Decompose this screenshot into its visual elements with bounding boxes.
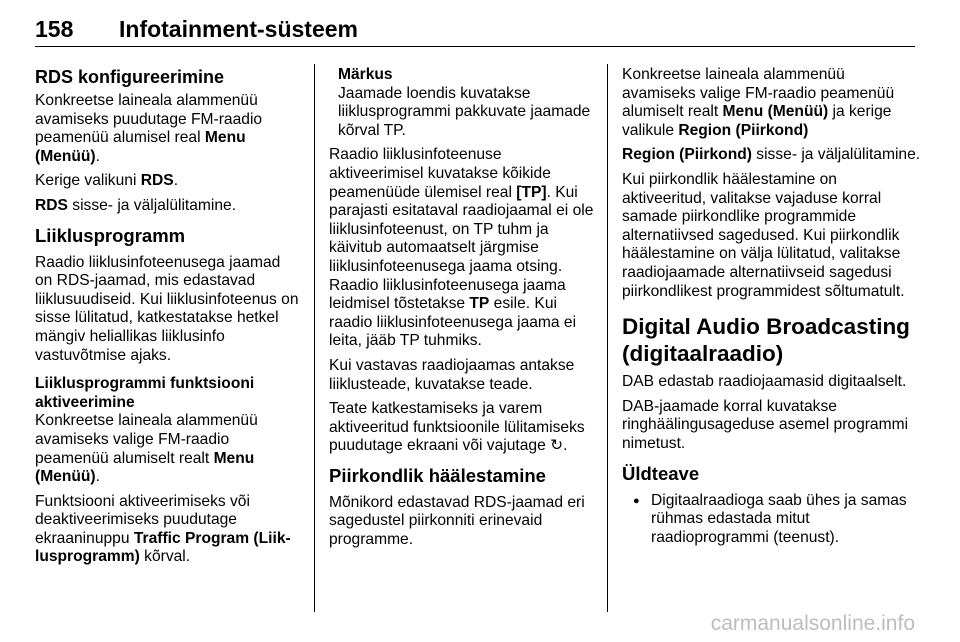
watermark: carmanualsonline.info xyxy=(710,612,915,635)
page-title: Infotainment-süsteem xyxy=(119,16,358,42)
column-divider xyxy=(314,64,315,612)
paragraph: Kui piirkondlik häälestamine on aktiveeritud, valitakse vajaduse korral samade piirkondlike programmide alternatiivsed sagedused. Kui piirkondlik häälestamine on välja lülitatud, valitakse raadiojaamade alternatiivseid sagedusi piirkondlikest programmidest sõltumatult. xyxy=(622,170,905,300)
bullet-list xyxy=(622,492,922,548)
note-title: Märkus xyxy=(338,66,393,83)
paragraph: Teate katkestamiseks ja varem aktiveeritud funktsioonile lülitamiseks puudutage ekraani või vajutage ↻. xyxy=(329,400,585,455)
paragraph: Konkreetse laineala alammenüü avamiseks valige FM-raadio peamenüü alumiselt realt Menu (Menüü). xyxy=(35,412,258,486)
column-divider xyxy=(607,64,608,612)
section-heading-regional: Piirkondlik häälestamine xyxy=(329,464,546,486)
paragraph: RDS sisse- ja väljalülitamine. xyxy=(35,196,237,214)
section-heading-dab: Digital Audio Broadcasting (digitaalraadio) xyxy=(622,314,910,367)
paragraph: DAB-jaamade korral kuvatakse ringhäälingusageduse asemel programmi nimetust. xyxy=(622,397,909,452)
column-right xyxy=(622,66,922,547)
subheading-traffic-activation: Liiklusprogrammi funktsiooni aktiveerimine xyxy=(35,375,255,411)
header-rule xyxy=(35,46,915,47)
power-icon: ↻ xyxy=(550,437,564,455)
section-heading-traffic: Liiklusprogramm xyxy=(35,224,186,246)
column-left xyxy=(35,66,299,573)
paragraph: Raadio liiklusinfoteenuse aktiveerimisel kuvatakse kõikide peamenüüde ülemisel real [TP]. Kui parajasti esitataval raadiojaamal ei ole liiklusinfoteenust, on TP tuhm ja käivitub automaatselt järgmise liiklusinfoteenusega jaama otsing. Raadio liiklusinfoteenusega jaama leidmisel tõstetakse TP esile. Kui raadio liiklusinfoteenusega jaama ei leita, jääb TP tuhmiks. xyxy=(329,146,594,350)
paragraph: Konkreetse laineala alammenüü avamiseks puudutage FM-raadio peamenüü alumisel real Menu (Menüü). xyxy=(35,92,263,165)
note-box xyxy=(329,66,595,140)
paragraph: Konkreetse laineala alammenüü avamiseks valige FM-raadio peamenüü alumiselt realt Menu (Menüü) ja kerige valikule Region (Piirkond) xyxy=(622,66,895,139)
note-text: Jaamade loendis kuvatakse liiklusprogrammi pakkuvate jaamade kõrval TP. xyxy=(338,84,591,139)
paragraph: DAB edastab raadiojaamasid digitaalselt. xyxy=(622,373,907,391)
column-middle xyxy=(329,66,595,556)
page-number: 158 xyxy=(35,16,74,42)
paragraph: Mõnikord edastavad RDS-jaamad eri sagedustel piirkonniti erinevaid programme. xyxy=(329,493,585,549)
paragraph: Kui vastavas raadiojaamas antakse liiklusteade, kuvatakse teade. xyxy=(329,356,575,393)
paragraph: Region (Piirkond) sisse- ja väljalülitamine. xyxy=(622,146,921,164)
paragraph: Raadio liiklusinfoteenusega jaamad on RDS-jaamad, mis edastavad liiklusuudiseid. Kui liiklusinfoteenus on sisse lülitatud, katkestatakse hetkel mängiv heliallikas liiklusinfo vastuvõtmise ajaks. xyxy=(35,253,299,364)
paragraph: Funktsiooni aktiveerimiseks või deaktiveerimiseks puudutage ekraaninuppu Traffic Program (Liik-lusprogramm) kõrval. xyxy=(35,492,291,566)
section-heading-overview: Üldteave xyxy=(622,462,700,484)
section-heading-rds: RDS konfigureerimine xyxy=(35,67,225,87)
list-item: ● Digitaalraadioga saab ühes ja samas rühmas edastada mitut raadioprogrammi (teenust). xyxy=(622,492,922,548)
paragraph: Kerige valikuni RDS. xyxy=(35,172,179,190)
